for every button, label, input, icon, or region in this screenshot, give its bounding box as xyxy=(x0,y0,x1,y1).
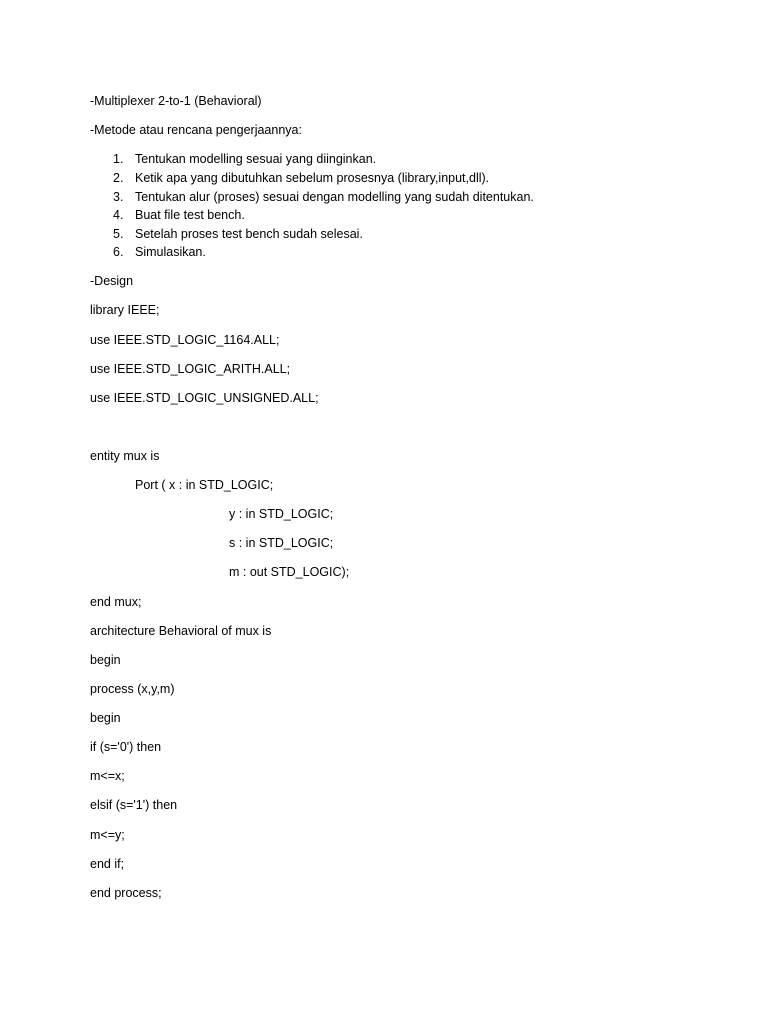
code-line: entity mux is xyxy=(90,449,160,463)
code-line: end if; xyxy=(90,857,125,871)
step-text: Ketik apa yang dibutuhkan sebelum prosesnya (library,input,dll). xyxy=(135,171,490,185)
step-text: Tentukan alur (proses) sesuai dengan modelling yang sudah ditentukan. xyxy=(135,190,534,204)
code-line: begin xyxy=(90,653,121,667)
code-line: begin xyxy=(90,711,121,725)
code-line: s : in STD_LOGIC; xyxy=(229,536,334,550)
code-line: m<=x; xyxy=(90,769,125,783)
method-intro: -Metode atau rencana pengerjaannya: xyxy=(90,123,302,137)
code-line: use IEEE.STD_LOGIC_UNSIGNED.ALL; xyxy=(90,391,319,405)
step-number: 1. xyxy=(113,152,124,166)
code-line: elsif (s='1') then xyxy=(90,798,178,812)
code-line: if (s='0') then xyxy=(90,740,162,754)
step-number: 3. xyxy=(113,190,124,204)
code-line: m<=y; xyxy=(90,828,125,842)
step-text: Buat file test bench. xyxy=(135,208,245,222)
code-line: use IEEE.STD_LOGIC_ARITH.ALL; xyxy=(90,362,291,376)
step-text: Simulasikan. xyxy=(135,245,206,259)
step-text: Tentukan modelling sesuai yang diinginkan. xyxy=(135,152,377,166)
code-line: process (x,y,m) xyxy=(90,682,175,696)
code-line: Port ( x : in STD_LOGIC; xyxy=(135,478,274,492)
step-text: Setelah proses test bench sudah selesai. xyxy=(135,227,363,241)
design-label: -Design xyxy=(90,274,134,288)
step-number: 4. xyxy=(113,208,124,222)
step-number: 6. xyxy=(113,245,124,259)
step-number: 2. xyxy=(113,171,124,185)
code-line: end process; xyxy=(90,886,162,900)
code-line: y : in STD_LOGIC; xyxy=(229,507,334,521)
step-number: 5. xyxy=(113,227,124,241)
code-line: end mux; xyxy=(90,595,142,609)
code-line: use IEEE.STD_LOGIC_1164.ALL; xyxy=(90,333,280,347)
code-line: m : out STD_LOGIC); xyxy=(229,565,350,579)
code-line: library IEEE; xyxy=(90,303,160,317)
document-heading: -Multiplexer 2-to-1 (Behavioral) xyxy=(90,94,262,108)
code-line: architecture Behavioral of mux is xyxy=(90,624,272,638)
